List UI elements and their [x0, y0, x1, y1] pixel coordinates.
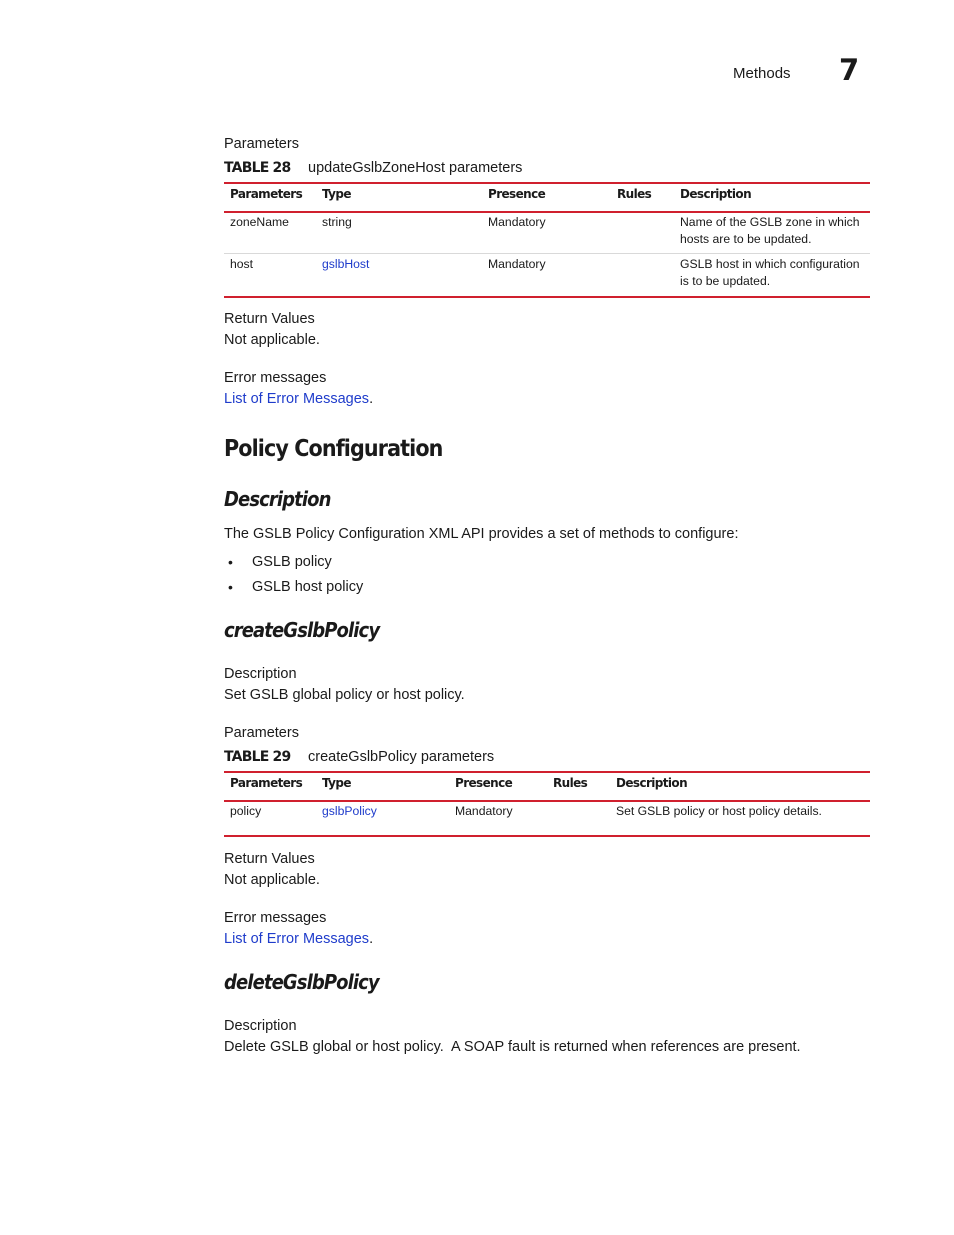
bullet: • — [228, 554, 233, 570]
parameters-heading: Parameters — [224, 725, 299, 741]
row-divider — [224, 253, 870, 254]
gslbhost-link[interactable]: gslbHost — [322, 257, 370, 271]
table-number: TABLE 29 — [224, 749, 291, 765]
description-heading: Description — [224, 666, 297, 682]
column-header: Type — [322, 187, 351, 201]
table-top-rule — [224, 771, 870, 773]
method-title-create: createGslbPolicy — [224, 618, 380, 642]
gslbpolicy-link[interactable]: gslbPolicy — [322, 804, 377, 818]
table-title: createGslbPolicy parameters — [308, 749, 495, 765]
cell-param: host — [230, 257, 254, 271]
description-subheading: Description — [224, 487, 331, 511]
cell-type: string — [322, 215, 352, 229]
cell-presence: Mandatory — [488, 215, 546, 229]
column-header: Description — [616, 776, 688, 790]
description-text: Delete GSLB global or host policy. A SOAP fault is returned when references are present. — [224, 1039, 801, 1055]
table-bottom-rule — [224, 835, 870, 837]
cell-description: GSLB host in which configuration is to be updated. — [680, 257, 860, 288]
list-item: GSLB host policy — [252, 579, 364, 595]
list-item: GSLB policy — [252, 554, 332, 570]
error-messages-line: List of Error Messages. — [224, 931, 374, 947]
column-header: Rules — [617, 187, 652, 201]
description-text: Set GSLB global policy or host policy. — [224, 687, 465, 703]
return-values-text: Not applicable. — [224, 872, 320, 888]
return-values-heading: Return Values — [224, 311, 315, 327]
column-header: Parameters — [230, 776, 303, 790]
table-title: updateGslbZoneHost parameters — [308, 160, 523, 176]
intro-paragraph: The GSLB Policy Configuration XML API provides a set of methods to configure: — [224, 526, 739, 542]
cell-param: policy — [230, 804, 262, 818]
table-28-caption — [224, 160, 522, 176]
table-bottom-rule — [224, 296, 870, 298]
error-messages-line: List of Error Messages. — [224, 391, 374, 407]
column-header: Presence — [488, 187, 546, 201]
return-values-text: Not applicable. — [224, 332, 320, 348]
running-header-section: Methods — [733, 65, 791, 82]
column-header: Parameters — [230, 187, 303, 201]
bullet: • — [228, 579, 233, 595]
cell-param: zoneName — [230, 215, 289, 229]
error-messages-link[interactable]: List of Error Messages — [224, 931, 370, 947]
method-title-delete: deleteGslbPolicy — [224, 970, 379, 994]
cell-description: Set GSLB policy or host policy details. — [616, 804, 822, 818]
table-number: TABLE 28 — [224, 160, 291, 176]
cell-presence: Mandatory — [488, 257, 546, 271]
column-header: Description — [680, 187, 752, 201]
column-header: Type — [322, 776, 351, 790]
error-messages-heading: Error messages — [224, 370, 327, 386]
description-heading: Description — [224, 1018, 297, 1034]
chapter-number: 7 — [839, 53, 860, 87]
table-29-caption — [224, 749, 494, 765]
error-messages-heading: Error messages — [224, 910, 327, 926]
section-title: Policy Configuration — [224, 436, 443, 462]
parameters-heading: Parameters — [224, 136, 299, 152]
table-top-rule — [224, 182, 870, 184]
column-header: Presence — [455, 776, 513, 790]
cell-description: Name of the GSLB zone in which hosts are to be updated. — [680, 215, 860, 246]
table-header-rule — [224, 211, 870, 213]
error-messages-link[interactable]: List of Error Messages — [224, 391, 370, 407]
return-values-heading: Return Values — [224, 851, 315, 867]
column-header: Rules — [553, 776, 588, 790]
table-header-rule — [224, 800, 870, 802]
cell-presence: Mandatory — [455, 804, 513, 818]
